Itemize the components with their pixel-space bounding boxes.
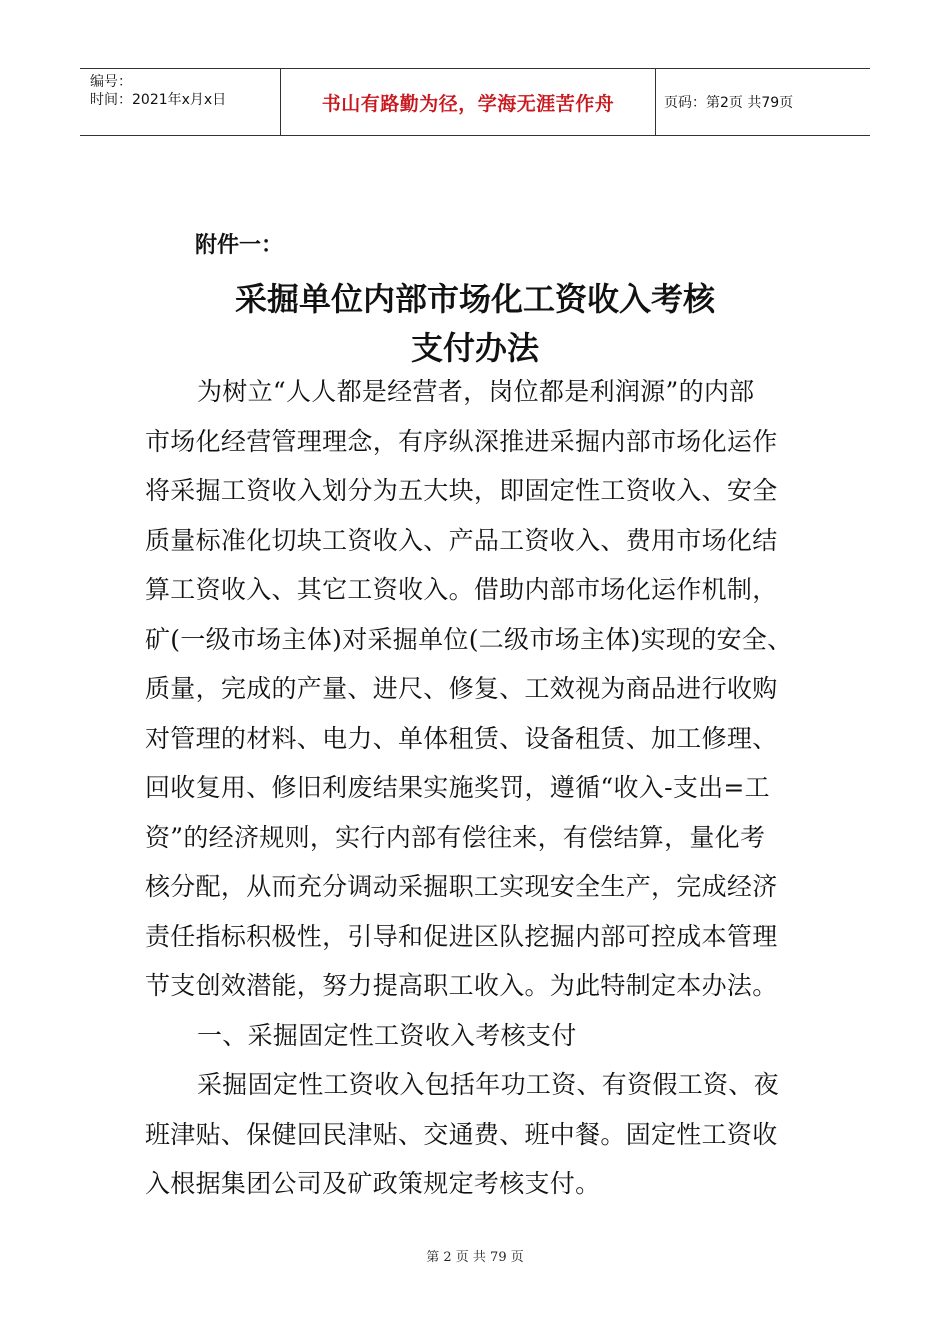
body-line: 市场化经营管理理念，有序纵深推进采掘内部市场化运作 xyxy=(145,426,778,456)
body-line: 将采掘工资收入划分为五大块，即固定性工资收入、安全 xyxy=(145,476,778,505)
page-footer: 第 2 页 共 79 页 xyxy=(426,1250,524,1265)
header-motto: 书山有路勤为径，学海无涯苦作舟 xyxy=(281,69,656,135)
document-time-label: 时间：2021年x月x日 xyxy=(90,92,227,108)
document-title-line-2: 支付办法 xyxy=(410,329,539,367)
body-line: 节支创效潜能，努力提高职工收入。为此特制定本办法。 xyxy=(145,971,778,1000)
body-line: 质量，完成的产量、进尺、修复、工效视为商品进行收购 xyxy=(145,674,778,703)
section-heading: 一、采掘固定性工资收入考核支付 xyxy=(197,1020,577,1050)
body-line: 为树立“人人都是经营者，岗位都是利润源”的内部 xyxy=(197,377,755,406)
body-line: 资”的经济规则，实行内部有偿往来，有偿结算，量化考 xyxy=(145,822,766,852)
body-line: 矿(一级市场主体)对采掘单位(二级市场主体)实现的安全、 xyxy=(145,624,793,654)
body-line: 班津贴、保健回民津贴、交通费、班中餐。固定性工资收 xyxy=(145,1119,778,1149)
body-line: 核分配，从而充分调动采掘职工实现安全生产，完成经济 xyxy=(145,872,778,901)
body-line: 责任指标积极性，引导和促进区队挖掘内部可控成本管理 xyxy=(145,921,778,951)
document-body xyxy=(145,374,825,1216)
body-line: 入根据集团公司及矿政策规定考核支付。 xyxy=(145,1169,601,1198)
body-line: 对管理的材料、电力、单体租赁、设备租赁、加工修理、 xyxy=(145,723,778,753)
body-line: 回收复用、修旧利废结果实施奖罚，遵循“收入-支出=工 xyxy=(145,773,770,802)
document-title-line-1: 采掘单位内部市场化工资收入考核 xyxy=(234,280,715,318)
body-line: 算工资收入、其它工资收入。借助内部市场化运作机制， xyxy=(145,575,778,604)
body-line: 质量标准化切块工资收入、产品工资收入、费用市场化结 xyxy=(145,525,778,555)
body-line: 采掘固定性工资收入包括年功工资、有资假工资、夜 xyxy=(197,1070,779,1099)
page-header xyxy=(80,68,870,136)
document-number-label: 编号： xyxy=(90,74,132,90)
attachment-label: 附件一： xyxy=(195,233,284,258)
header-meta xyxy=(80,69,281,135)
header-page-number: 页码：第2页 共79页 xyxy=(664,95,794,111)
